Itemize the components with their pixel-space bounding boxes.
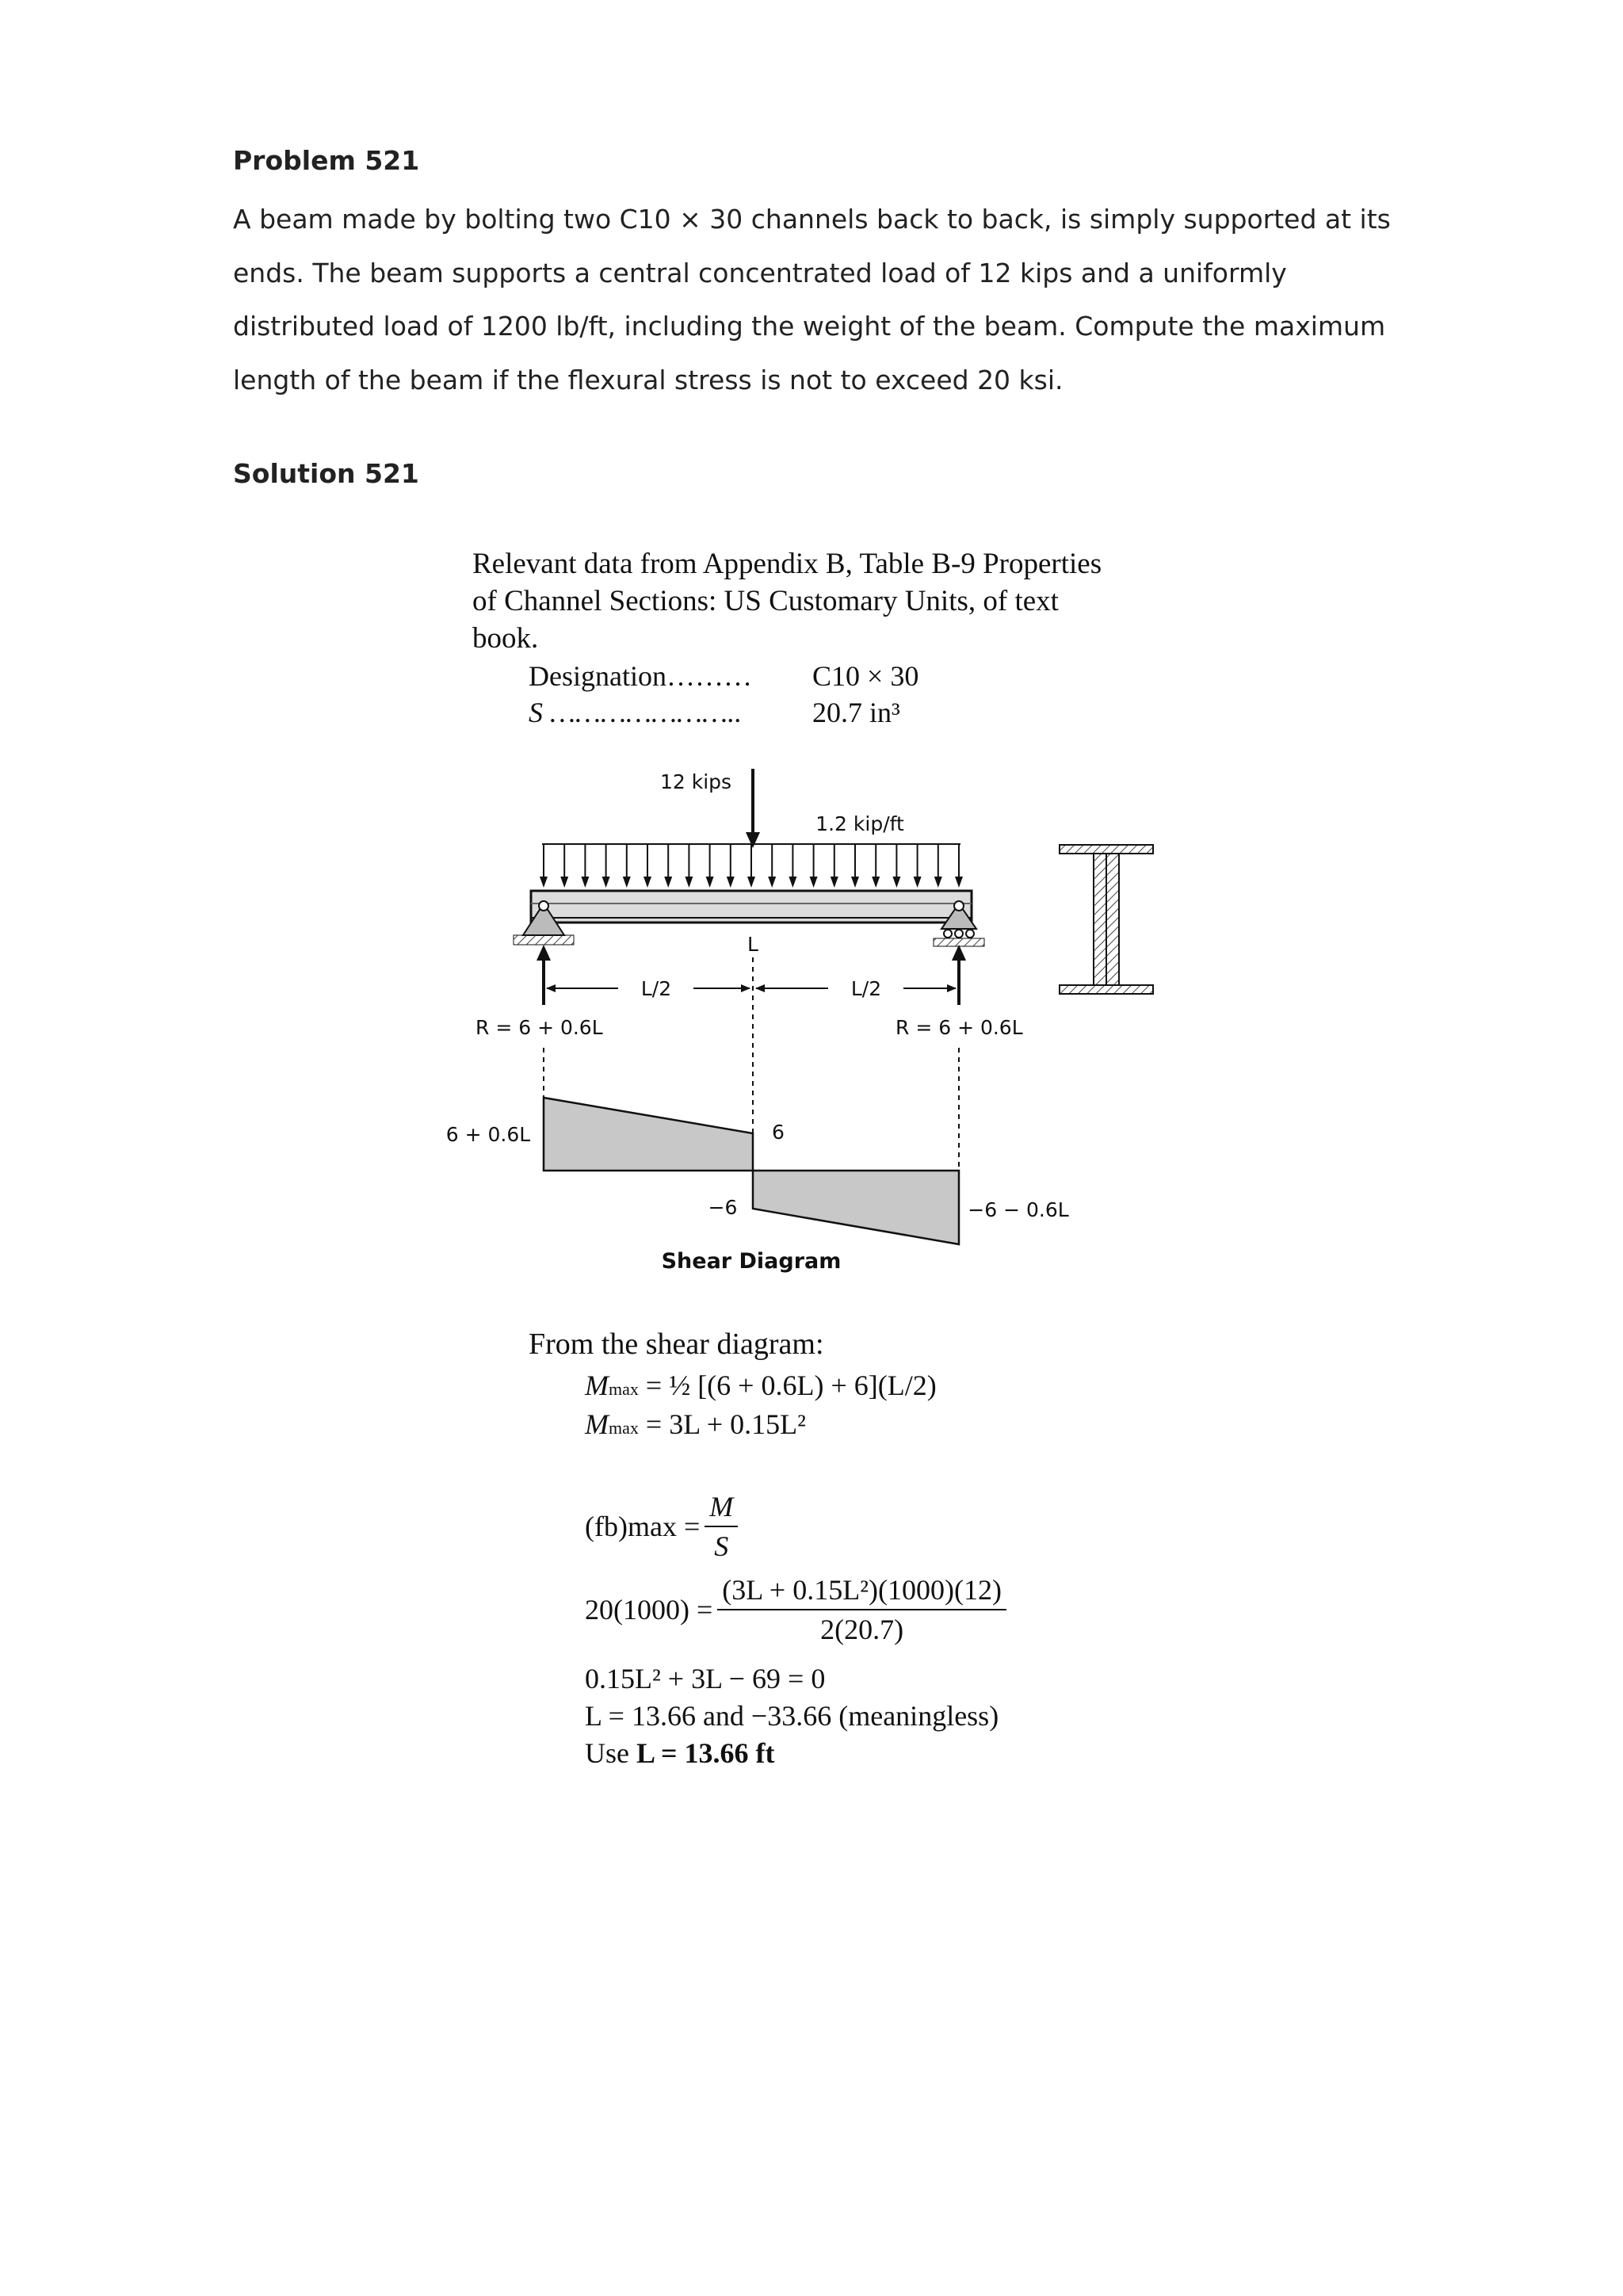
- mmax-subscript: max: [609, 1379, 639, 1399]
- mmax-subscript: max: [609, 1418, 639, 1438]
- distributed-load-arrows: [540, 844, 963, 888]
- eq-denominator: 2(20.7): [820, 1614, 904, 1645]
- fb-denominator: S: [714, 1530, 729, 1562]
- point-load-label: 12 kips: [659, 770, 732, 793]
- data-intro-line: Relevant data from Appendix B, Table B-9 Properties: [472, 548, 1102, 580]
- distributed-load-arrowhead: [602, 877, 610, 888]
- shear-diagram-caption: Shear Diagram: [661, 1249, 842, 1274]
- span-label: L: [747, 933, 758, 956]
- distributed-load-arrowhead: [664, 877, 672, 888]
- distributed-load-arrowhead: [727, 877, 735, 888]
- shear-mid-positive-label: 6: [772, 1121, 785, 1144]
- distributed-load-arrowhead: [623, 877, 631, 888]
- distributed-load-arrowhead: [768, 877, 776, 888]
- point-load-arrowhead: [746, 832, 760, 848]
- shear-negative-region: [753, 1171, 959, 1244]
- quadratic-equation: 0.15L² + 3L − 69 = 0: [585, 1663, 826, 1694]
- from-shear-text: From the shear diagram:: [529, 1328, 824, 1361]
- flexure-formula: [585, 1490, 743, 1563]
- distributed-load-arrowhead: [643, 877, 651, 888]
- fb-fraction: [705, 1490, 738, 1563]
- distributed-load-arrowhead: [810, 877, 818, 888]
- shear-right-label: −6 − 0.6L: [968, 1198, 1069, 1221]
- distributed-load-label: 1.2 kip/ft: [815, 812, 904, 835]
- distributed-load-arrowhead: [789, 877, 796, 888]
- fb-lhs: (fb)max =: [585, 1511, 701, 1542]
- reaction-left-label: R = 6 + 0.6L: [475, 1016, 603, 1039]
- fb-numerator: M: [705, 1490, 738, 1527]
- data-intro-line: of Channel Sections: US Customary Units, of text: [472, 585, 1059, 617]
- half-span-right-label: L/2: [850, 977, 882, 1000]
- distributed-load-arrowhead: [831, 877, 838, 888]
- mmax-equation-2: [585, 1408, 806, 1441]
- mmax-1-rhs: = ½ [(6 + 0.6L) + 6](L/2): [645, 1370, 937, 1401]
- data-intro-line: book.: [472, 622, 539, 655]
- shear-left-label: 6 + 0.6L: [445, 1123, 531, 1146]
- mmax-equation-1: [585, 1369, 937, 1402]
- problem-line: ends. The beam supports a central concentrated load of 12 kips and a uniformly: [233, 257, 1287, 288]
- problem-line: length of the beam if the flexural stress is not to exceed 20 ksi.: [233, 364, 1064, 395]
- designation-value: C10 × 30: [812, 660, 919, 692]
- reaction-right-label: R = 6 + 0.6L: [896, 1016, 1023, 1039]
- distributed-load-arrowhead: [851, 877, 859, 888]
- answer-prefix: Use: [585, 1737, 636, 1769]
- distributed-load-arrowhead: [706, 877, 714, 888]
- distributed-load-arrowhead: [934, 877, 942, 888]
- mmax-symbol: M: [585, 1408, 609, 1440]
- mmax-2-rhs: = 3L + 0.15L²: [645, 1408, 806, 1440]
- answer-line: [585, 1736, 775, 1770]
- eq-fraction: [717, 1573, 1006, 1646]
- shear-positive-region: [544, 1098, 753, 1171]
- section-modulus-value: 20.7 in³: [812, 697, 900, 728]
- roots-line: L = 13.66 and −33.66 (meaningless): [585, 1700, 999, 1732]
- distributed-load-arrowhead: [560, 877, 568, 888]
- distributed-load-arrowhead: [581, 877, 589, 888]
- problem-title: Problem 521: [233, 145, 420, 176]
- problem-line: distributed load of 1200 lb/ft, including the weight of the beam. Compute the maximum: [233, 311, 1386, 342]
- answer-value: L = 13.66 ft: [636, 1737, 775, 1769]
- distributed-load-arrowhead: [892, 877, 900, 888]
- section-modulus-label: S …………………..: [529, 697, 743, 728]
- distributed-load-arrowhead: [685, 877, 693, 888]
- distributed-load-arrowhead: [914, 877, 922, 888]
- stress-equation: [585, 1573, 1011, 1646]
- shear-mid-negative-label: −6: [708, 1196, 738, 1219]
- eq-numerator: (3L + 0.15L²)(1000)(12): [717, 1573, 1006, 1610]
- eq-lhs: 20(1000) =: [585, 1594, 713, 1626]
- distributed-load-arrowhead: [872, 877, 880, 888]
- cross-section-icon: [1060, 845, 1153, 994]
- distributed-load-arrowhead: [955, 877, 963, 888]
- solution-title: Solution 521: [233, 458, 419, 489]
- distributed-load-arrowhead: [747, 877, 755, 888]
- designation-label: Designation………: [529, 660, 752, 692]
- mmax-symbol: M: [585, 1370, 609, 1401]
- half-span-left-label: L/2: [640, 977, 672, 1000]
- distributed-load-arrowhead: [540, 877, 548, 888]
- problem-line: A beam made by bolting two C10 × 30 channels back to back, is simply supported at its: [233, 204, 1391, 235]
